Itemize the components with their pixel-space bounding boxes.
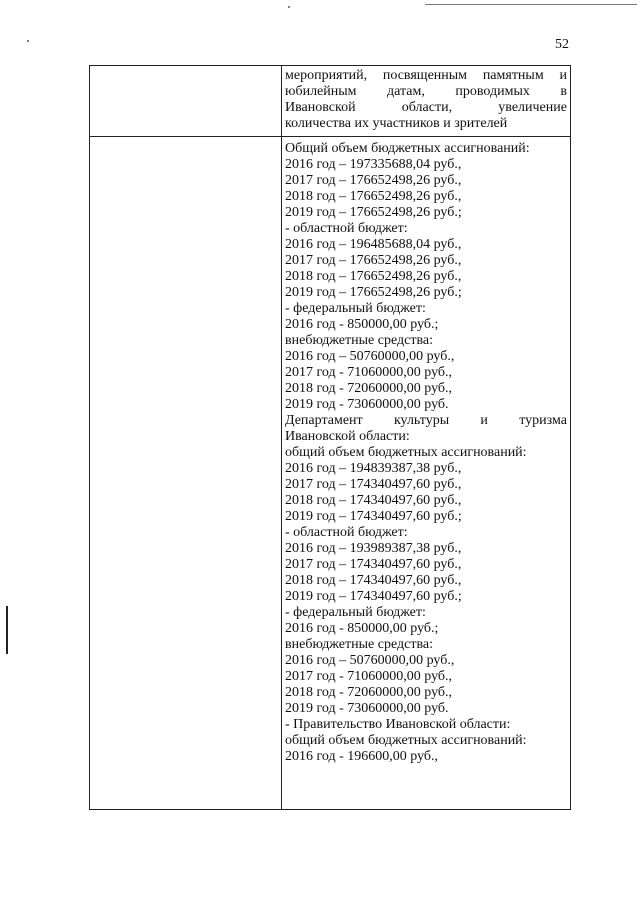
text-word: в [560, 84, 567, 99]
justified-text-line [285, 413, 567, 429]
text-word: и [480, 413, 488, 428]
table-row [90, 66, 571, 137]
text-line: 2018 год - 72060000,00 руб., [285, 381, 453, 396]
text-line: 2017 год – 174340497,60 руб., [285, 557, 462, 572]
text-line: 2016 год – 196485688,04 руб., [285, 237, 462, 252]
text-word: посвященным [382, 68, 468, 83]
text-line: 2016 год – 193989387,38 руб., [285, 541, 462, 556]
document-table [89, 65, 571, 810]
text-line: Общий объем бюджетных ассигнований: [285, 141, 530, 156]
table-cell-left [90, 66, 282, 137]
text-line: - федеральный бюджет: [285, 301, 426, 316]
text-word: Департамент [285, 413, 363, 428]
text-line: 2018 год – 174340497,60 руб., [285, 493, 462, 508]
text-word: датам, [387, 84, 425, 99]
text-line: общий объем бюджетных ассигнований: [285, 445, 527, 460]
text-word: памятным [482, 68, 544, 83]
text-line: - областной бюджет: [285, 221, 408, 236]
text-line: 2019 год – 174340497,60 руб.; [285, 509, 462, 524]
text-line: - областной бюджет: [285, 525, 408, 540]
text-word: мероприятий, [285, 68, 368, 83]
table-cell-right [282, 66, 571, 137]
scan-speck [288, 6, 290, 8]
justified-text-line [285, 100, 567, 116]
text-line: - федеральный бюджет: [285, 605, 426, 620]
text-line: 2016 год - 850000,00 руб.; [285, 621, 439, 636]
justified-text-line [285, 84, 567, 100]
text-word: увеличение [498, 100, 567, 115]
text-line: 2018 год – 176652498,26 руб., [285, 269, 462, 284]
text-line: 2017 год – 176652498,26 руб., [285, 253, 462, 268]
text-word: и [559, 68, 567, 83]
text-line: 2018 год – 174340497,60 руб., [285, 573, 462, 588]
text-line: 2016 год – 194839387,38 руб., [285, 461, 462, 476]
text-word: области, [401, 100, 453, 115]
text-line: 2016 год – 197335688,04 руб., [285, 157, 462, 172]
text-line: 2019 год - 73060000,00 руб. [285, 397, 449, 412]
text-line: 2017 год – 176652498,26 руб., [285, 173, 462, 188]
justified-text-line [285, 68, 567, 84]
table-cell-left [90, 137, 282, 810]
text-line: - Правительство Ивановской области: [285, 717, 511, 732]
text-word: культуры [393, 413, 450, 428]
text-line: 2017 год - 71060000,00 руб., [285, 365, 453, 380]
text-line: Ивановской области: [285, 429, 410, 444]
text-word: количества их участников и зрителей [285, 116, 508, 131]
scan-top-line [425, 4, 637, 5]
page-number: 52 [555, 37, 569, 52]
text-line: 2018 год - 72060000,00 руб., [285, 685, 453, 700]
text-line: 2016 год - 196600,00 руб., [285, 749, 439, 764]
row1-text [285, 68, 567, 132]
text-word: Ивановской [285, 100, 356, 115]
text-line: общий объем бюджетных ассигнований: [285, 733, 527, 748]
continuation-space [285, 765, 567, 805]
text-line: внебюджетные средства: [285, 333, 433, 348]
text-line: 2019 год – 174340497,60 руб.; [285, 589, 462, 604]
text-line: 2017 год - 71060000,00 руб., [285, 669, 453, 684]
text-line: 2019 год - 73060000,00 руб. [285, 701, 449, 716]
text-line: 2018 год – 176652498,26 руб., [285, 189, 462, 204]
text-line: 2017 год – 174340497,60 руб., [285, 477, 462, 492]
text-line: 2016 год – 50760000,00 руб., [285, 349, 455, 364]
justified-text-line [285, 116, 567, 132]
table-cell-right [282, 137, 571, 810]
text-line: 2016 год - 850000,00 руб.; [285, 317, 439, 332]
text-line: 2016 год – 50760000,00 руб., [285, 653, 455, 668]
text-line: 2019 год – 176652498,26 руб.; [285, 205, 462, 220]
text-word: туризма [519, 413, 567, 428]
text-word: проводимых [455, 84, 530, 99]
scan-margin-mark [6, 606, 8, 654]
text-word: юбилейным [285, 84, 357, 99]
text-line: внебюджетные средства: [285, 637, 433, 652]
text-line: 2019 год – 176652498,26 руб.; [285, 285, 462, 300]
row2-text [285, 141, 567, 765]
scan-speck [27, 40, 29, 42]
table-row [90, 137, 571, 810]
